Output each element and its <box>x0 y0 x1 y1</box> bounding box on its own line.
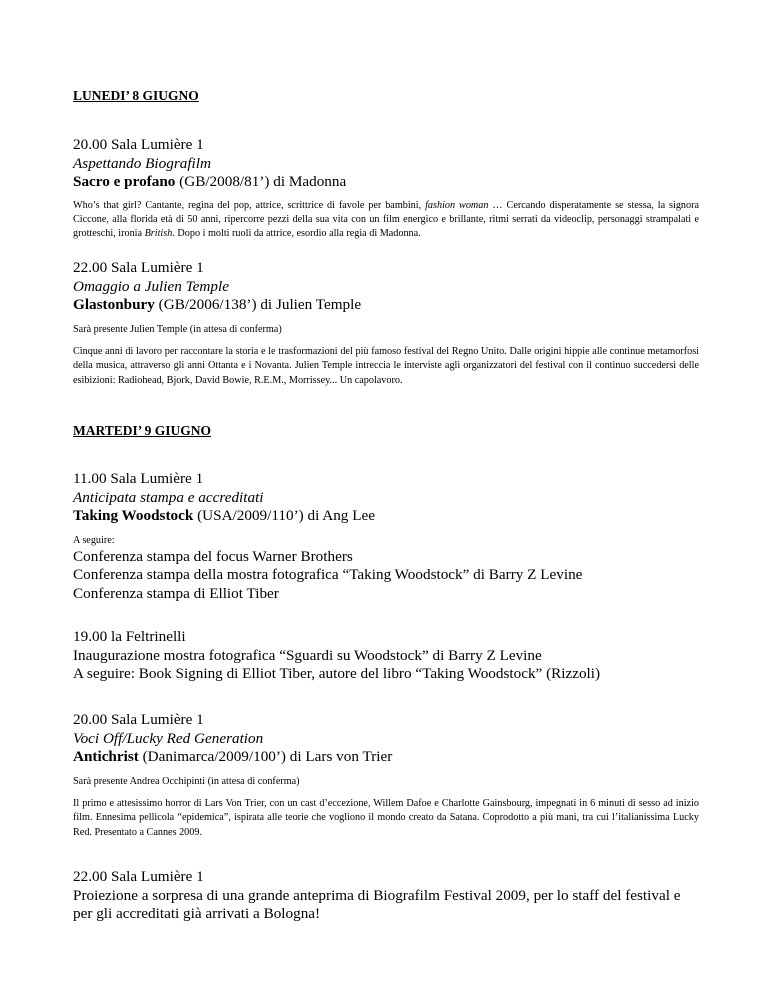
film-info: (Danimarca/2009/100’) di Lars von Trier <box>138 748 393 765</box>
event-section: Aspettando Biografilm <box>73 154 211 172</box>
event-time-place: 11.00 Sala Lumière 1 <box>73 470 204 487</box>
event-section: Voci Off/Lucky Red Generation <box>73 729 264 747</box>
follow-label: A seguire: <box>73 534 115 546</box>
event-madonna <box>73 136 699 242</box>
day-heading-tuesday: MARTEDI’ 9 GIUGNO <box>73 423 212 438</box>
event-guest-note: Sarà presente Andrea Occhipinti (in attesa di conferma) <box>73 775 300 787</box>
event-description: Who’s that girl? Cantante, regina del pop, attrice, scrittrice di favole per bambini, fashion woman … Cercando disperatamente se stessa, la signora Ciccone, alla florida età di 50 anni, ripercorre pezzi della sua vita con un film energico e brillante, ritmi serrati da videoclip, personaggi strampalati e grotteschi, ironia British. Dopo i molti ruoli da attrice, esordio alla regia di Madonna. <box>73 199 700 240</box>
event-film-line <box>73 507 699 526</box>
film-info: (GB/2006/138’) di Julien Temple <box>154 296 362 313</box>
event-line: Inaugurazione mostra fotografica “Sguardi su Woodstock” di Barry Z Levine <box>73 646 542 664</box>
event-film-line <box>73 748 699 767</box>
event-section: Omaggio a Julien Temple <box>73 277 229 295</box>
event-description: Cinque anni di lavoro per raccontare la storia e le trasformazioni del più famoso festival del Regno Unito. Dalle origini hippie alle continue metamorfosi della musica, attraverso gli anni Ottanta e i Novanta. Julien Temple intreccia le interviste agli organizzatori del festival con il continuo succedersi delle esibizioni: Radiohead, Bjork, David Bowie, R.E.M., Morrissey... Un capolavoro. <box>73 345 699 386</box>
event-description: Il primo e attesissimo horror di Lars Von Trier, con un cast d’eccezione, Willem Dafoe e Charlotte Gainsbourg, impegnati in 6 minuti di sesso ad inizio film. Ennesima pellicola “epidemica”, ispirata alle teorie che vogliono il mondo creato da Satana. Coprodotto a più mani, tra cui l’italianissima Lucky Red. Presentato a Cannes 2009. <box>73 797 699 838</box>
event-text: Proiezione a sorpresa di una grande anteprima di Biografilm Festival 2009, per lo staff del festival e per gli accreditati già arrivati a Bologna! <box>73 886 681 922</box>
event-time-place: 19.00 la Feltrinelli <box>73 628 186 645</box>
event-film-line <box>73 296 699 315</box>
event-time-place: 22.00 Sala Lumière 1 <box>73 868 204 885</box>
day-heading-monday: LUNEDI’ 8 GIUGNO <box>73 88 199 103</box>
follow-item: Conferenza stampa del focus Warner Brothers <box>73 547 353 565</box>
event-line: A seguire: Book Signing di Elliot Tiber, autore del libro “Taking Woodstock” (Rizzoli) <box>73 665 601 682</box>
event-guest-note: Sarà presente Julien Temple (in attesa di conferma) <box>73 323 282 335</box>
event-film-line <box>73 173 699 192</box>
film-info: (USA/2009/110’) di Ang Lee <box>193 507 375 524</box>
film-title: Taking Woodstock <box>73 507 194 524</box>
event-time-place: 20.00 Sala Lumière 1 <box>73 711 204 728</box>
follow-item: Conferenza stampa della mostra fotografica “Taking Woodstock” di Barry Z Levine <box>73 566 583 584</box>
follow-item: Conferenza stampa di Elliot Tiber <box>73 584 279 602</box>
event-time-place: 22.00 Sala Lumière 1 <box>73 259 204 276</box>
event-glastonbury <box>73 259 699 388</box>
film-title: Sacro e profano <box>73 173 176 190</box>
film-info: (GB/2008/81’) di Madonna <box>175 173 347 190</box>
event-surprise-screening <box>73 868 699 924</box>
event-section: Anticipata stampa e accreditati <box>73 488 264 506</box>
event-antichrist <box>73 711 699 840</box>
event-feltrinelli <box>73 628 699 684</box>
event-time-place: 20.00 Sala Lumière 1 <box>73 136 204 153</box>
film-title: Glastonbury <box>73 296 155 313</box>
film-title: Antichrist <box>73 748 139 765</box>
event-taking-woodstock <box>73 470 699 603</box>
